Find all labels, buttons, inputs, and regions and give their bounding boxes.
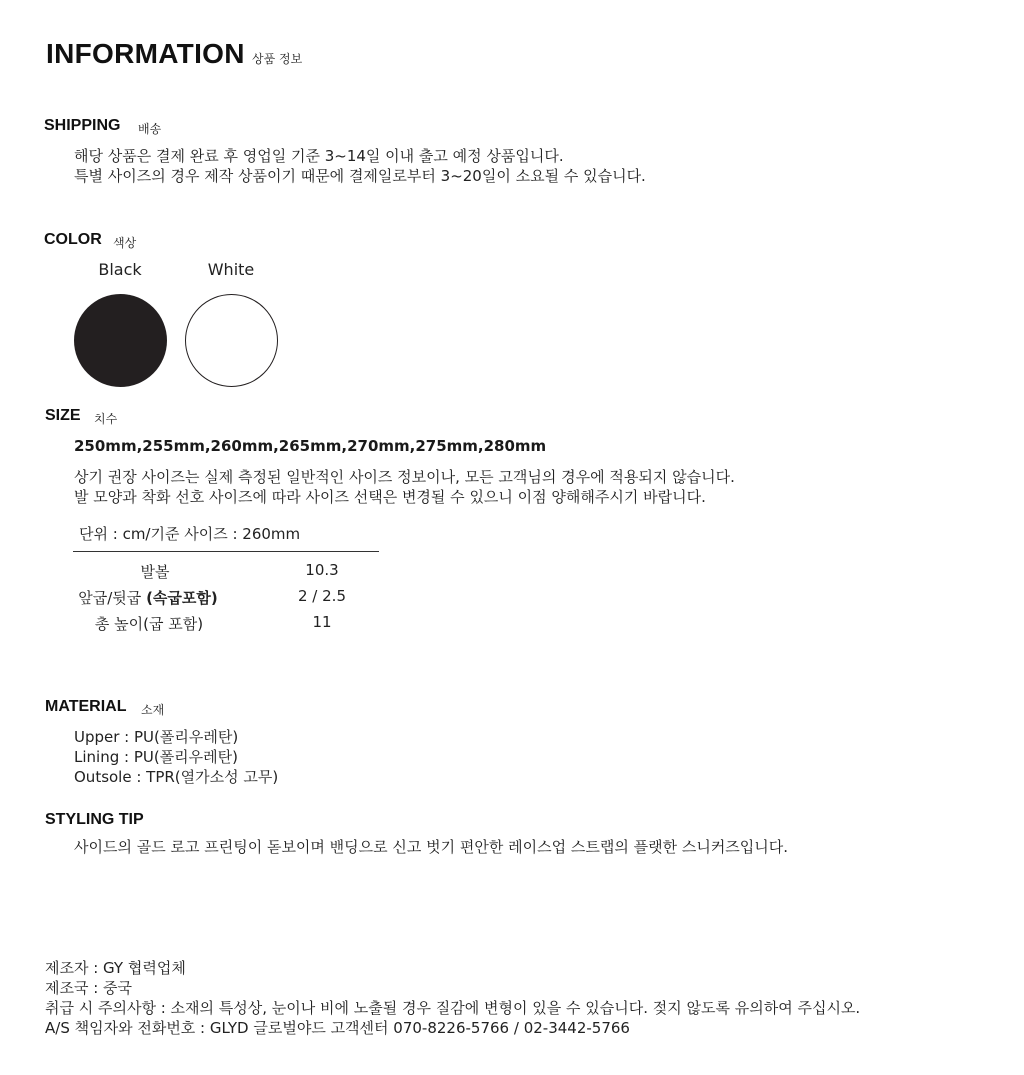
- footer-line: 제조자 : GY 협력업체: [45, 959, 186, 977]
- footer-info: [45, 958, 860, 1038]
- row-label-text: 총 높이(굽 포함): [94, 615, 204, 633]
- styling-tip-text: 사이드의 골드 로고 프린팅이 돋보이며 밴딩으로 신고 벗기 편안한 레이스업 스트랩의 플랫한 스니커즈입니다.: [74, 838, 789, 856]
- material-subheading: 소재: [141, 703, 165, 717]
- table-row-label: [62, 587, 234, 608]
- available-sizes: 250mm,255mm,260mm,265mm,270mm,275mm,280mm: [74, 437, 547, 455]
- size-notes: [74, 467, 735, 507]
- material-line: Lining : PU(폴리우레탄): [74, 748, 238, 766]
- color-swatch-white: [185, 294, 278, 387]
- footer-line: 취급 시 주의사항 : 소재의 특성상, 눈이나 비에 노출될 경우 질감에 변형이 있을 수 있습니다. 젖지 않도록 유의하여 주십시오.: [45, 999, 861, 1017]
- color-heading: COLOR: [44, 231, 102, 248]
- material-heading: MATERIAL: [45, 698, 127, 715]
- shipping-line: 해당 상품은 결제 완료 후 영업일 기준 3~14일 이내 출고 예정 상품입니다.: [74, 147, 564, 165]
- page-subtitle: 상품 정보: [252, 52, 303, 66]
- footer-line: A/S 책임자와 전화번호 : GLYD 글로벌야드 고객센터 070-8226-5766 / 02-3442-5766: [45, 1019, 630, 1037]
- material-line: Outsole : TPR(열가소성 고무): [74, 768, 279, 786]
- swatch-label-white: White: [207, 260, 255, 279]
- size-heading: SIZE: [45, 407, 81, 424]
- footer-line: 제조국 : 중국: [45, 979, 133, 997]
- page-title: INFORMATION: [46, 38, 245, 69]
- size-subheading: 치수: [94, 412, 118, 426]
- material-line: Upper : PU(폴리우레탄): [74, 728, 239, 746]
- shipping-text: [74, 146, 646, 186]
- table-row-value: 10.3: [305, 561, 339, 579]
- material-list: [74, 727, 278, 787]
- swatch-label-black: Black: [98, 260, 142, 279]
- shipping-heading: SHIPPING: [44, 117, 121, 134]
- size-table-caption: 단위 : cm/기준 사이즈 : 260mm: [79, 525, 301, 543]
- shipping-line: 특별 사이즈의 경우 제작 상품이기 때문에 결제일로부터 3~20일이 소요될 수 있습니다.: [74, 167, 646, 185]
- row-label-bold: (속굽포함): [146, 589, 218, 607]
- styling-tip-heading: STYLING TIP: [45, 811, 144, 828]
- table-row-label: [72, 561, 238, 582]
- color-subheading: 색상: [113, 236, 137, 250]
- table-row-value: 2 / 2.5: [298, 587, 346, 605]
- size-table-divider: [73, 551, 379, 552]
- size-note-line: 상기 권장 사이즈는 실제 측정된 일반적인 사이즈 정보이나, 모든 고객님의 경우에 적용되지 않습니다.: [74, 468, 735, 486]
- table-row-value: 11: [312, 613, 332, 631]
- shipping-subheading: 배송: [138, 122, 162, 136]
- table-row-label: [66, 613, 232, 634]
- color-swatch-black: [74, 294, 167, 387]
- size-note-line: 발 모양과 착화 선호 사이즈에 따라 사이즈 선택은 변경될 수 있으니 이점 양해해주시기 바랍니다.: [74, 488, 706, 506]
- row-label-text: 발볼: [140, 563, 170, 581]
- row-label-text: 앞굽/뒷굽: [78, 589, 147, 607]
